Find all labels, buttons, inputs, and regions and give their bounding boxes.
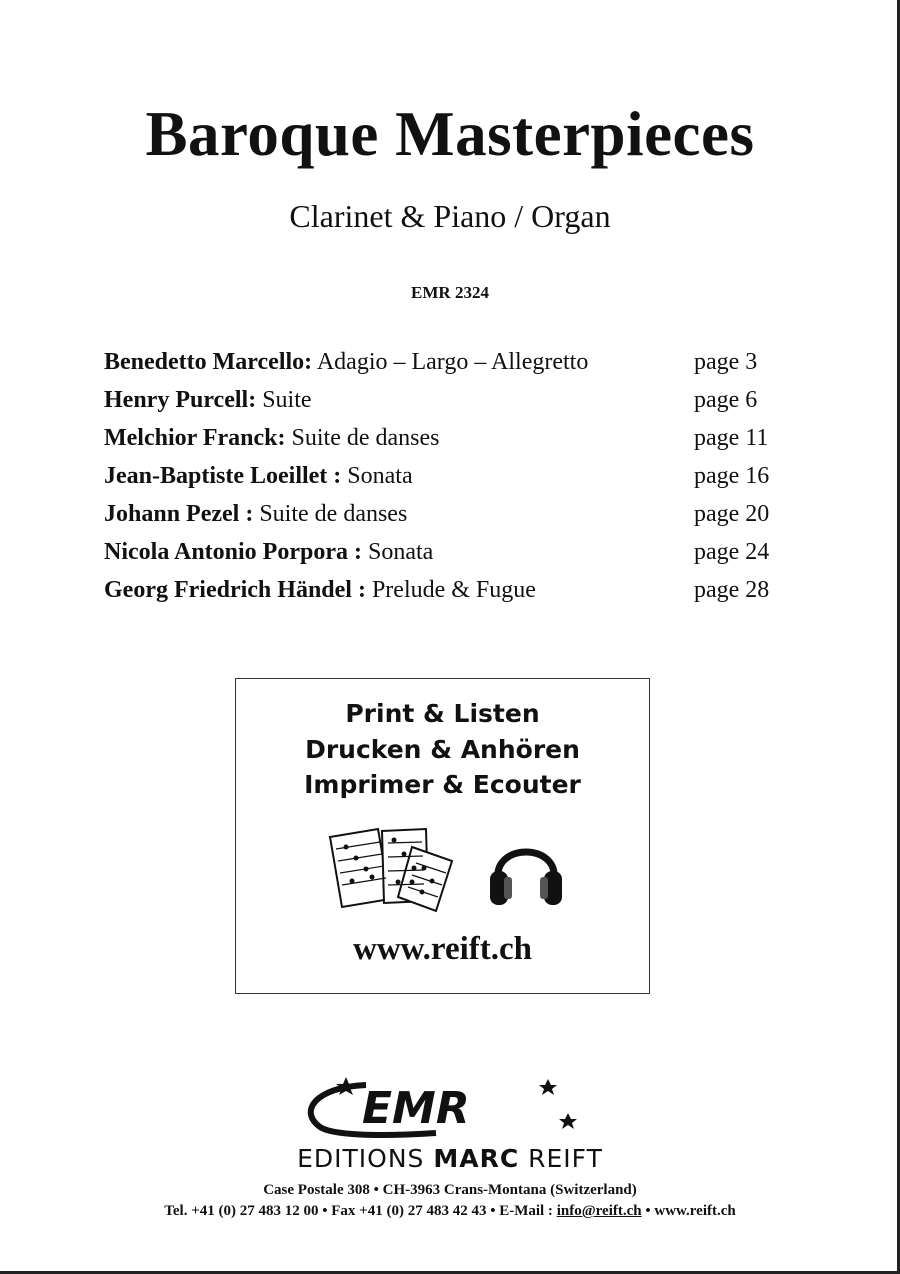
- composer-name: Johann Pezel :: [104, 501, 254, 527]
- catalog-code: EMR 2324: [411, 283, 489, 302]
- toc-entry: [104, 495, 824, 533]
- composer-name: Georg Friedrich Händel :: [104, 577, 366, 603]
- publisher-name-part: MARC: [433, 1144, 520, 1173]
- toc-entry: [104, 533, 824, 571]
- table-of-contents: [104, 343, 824, 609]
- contact-line: [0, 1201, 900, 1221]
- headphones-icon: [488, 831, 564, 911]
- page-number: page 28: [694, 577, 770, 603]
- page-title: Baroque Masterpieces: [145, 99, 755, 169]
- composer-name: Melchior Franck:: [104, 425, 286, 451]
- composer-name: Nicola Antonio Porpora :: [104, 539, 362, 565]
- publisher-name-part: EDITIONS: [297, 1144, 425, 1173]
- logo-text: EMR: [362, 1083, 470, 1134]
- page-number: page 11: [694, 425, 769, 451]
- publisher-name-part: REIFT: [528, 1144, 603, 1173]
- toc-entry: [104, 571, 824, 609]
- work-title: Suite: [262, 387, 312, 413]
- promo-line-english: Print & Listen: [345, 699, 540, 728]
- work-title: Sonata: [347, 463, 413, 489]
- publisher-name: [0, 1143, 900, 1175]
- instrumentation-subtitle: Clarinet & Piano / Organ: [289, 198, 611, 234]
- toc-entry: [104, 419, 824, 457]
- toc-entry: [104, 343, 824, 381]
- page-number: page 3: [694, 349, 758, 375]
- page-number: page 24: [694, 539, 770, 565]
- toc-entry: [104, 457, 824, 495]
- toc-entry: [104, 381, 824, 419]
- promo-website: www.reift.ch: [352, 931, 533, 967]
- contact-email-link[interactable]: info@reift.ch: [556, 1203, 642, 1219]
- page-number: page 6: [694, 387, 758, 413]
- work-title: Sonata: [368, 539, 434, 565]
- contact-website: • www.reift.ch: [641, 1203, 736, 1219]
- composer-name: Jean-Baptiste Loeillet :: [104, 463, 342, 489]
- composer-name: Henry Purcell:: [104, 387, 257, 413]
- work-title: Suite de danses: [259, 501, 408, 527]
- page-number: page 16: [694, 463, 770, 489]
- promo-line-french: Imprimer & Ecouter: [304, 770, 581, 799]
- emr-logo: [296, 1075, 596, 1143]
- work-title: Prelude & Fugue: [371, 577, 536, 603]
- work-title: Adagio – Largo – Allegretto: [316, 349, 589, 375]
- composer-name: Benedetto Marcello:: [104, 349, 313, 375]
- page-number: page 20: [694, 501, 770, 527]
- publisher-address: Case Postale 308 • CH-3963 Crans-Montana (Switzerland): [263, 1182, 637, 1198]
- sheet-music-icon: [328, 825, 458, 915]
- promo-line-german: Drucken & Anhören: [305, 735, 580, 764]
- work-title: Suite de danses: [291, 425, 440, 451]
- contact-phone-fax: Tel. +41 (0) 27 483 12 00 • Fax +41 (0) 27 483 42 43 • E-Mail :: [164, 1203, 557, 1219]
- print-and-listen-box: [235, 678, 650, 994]
